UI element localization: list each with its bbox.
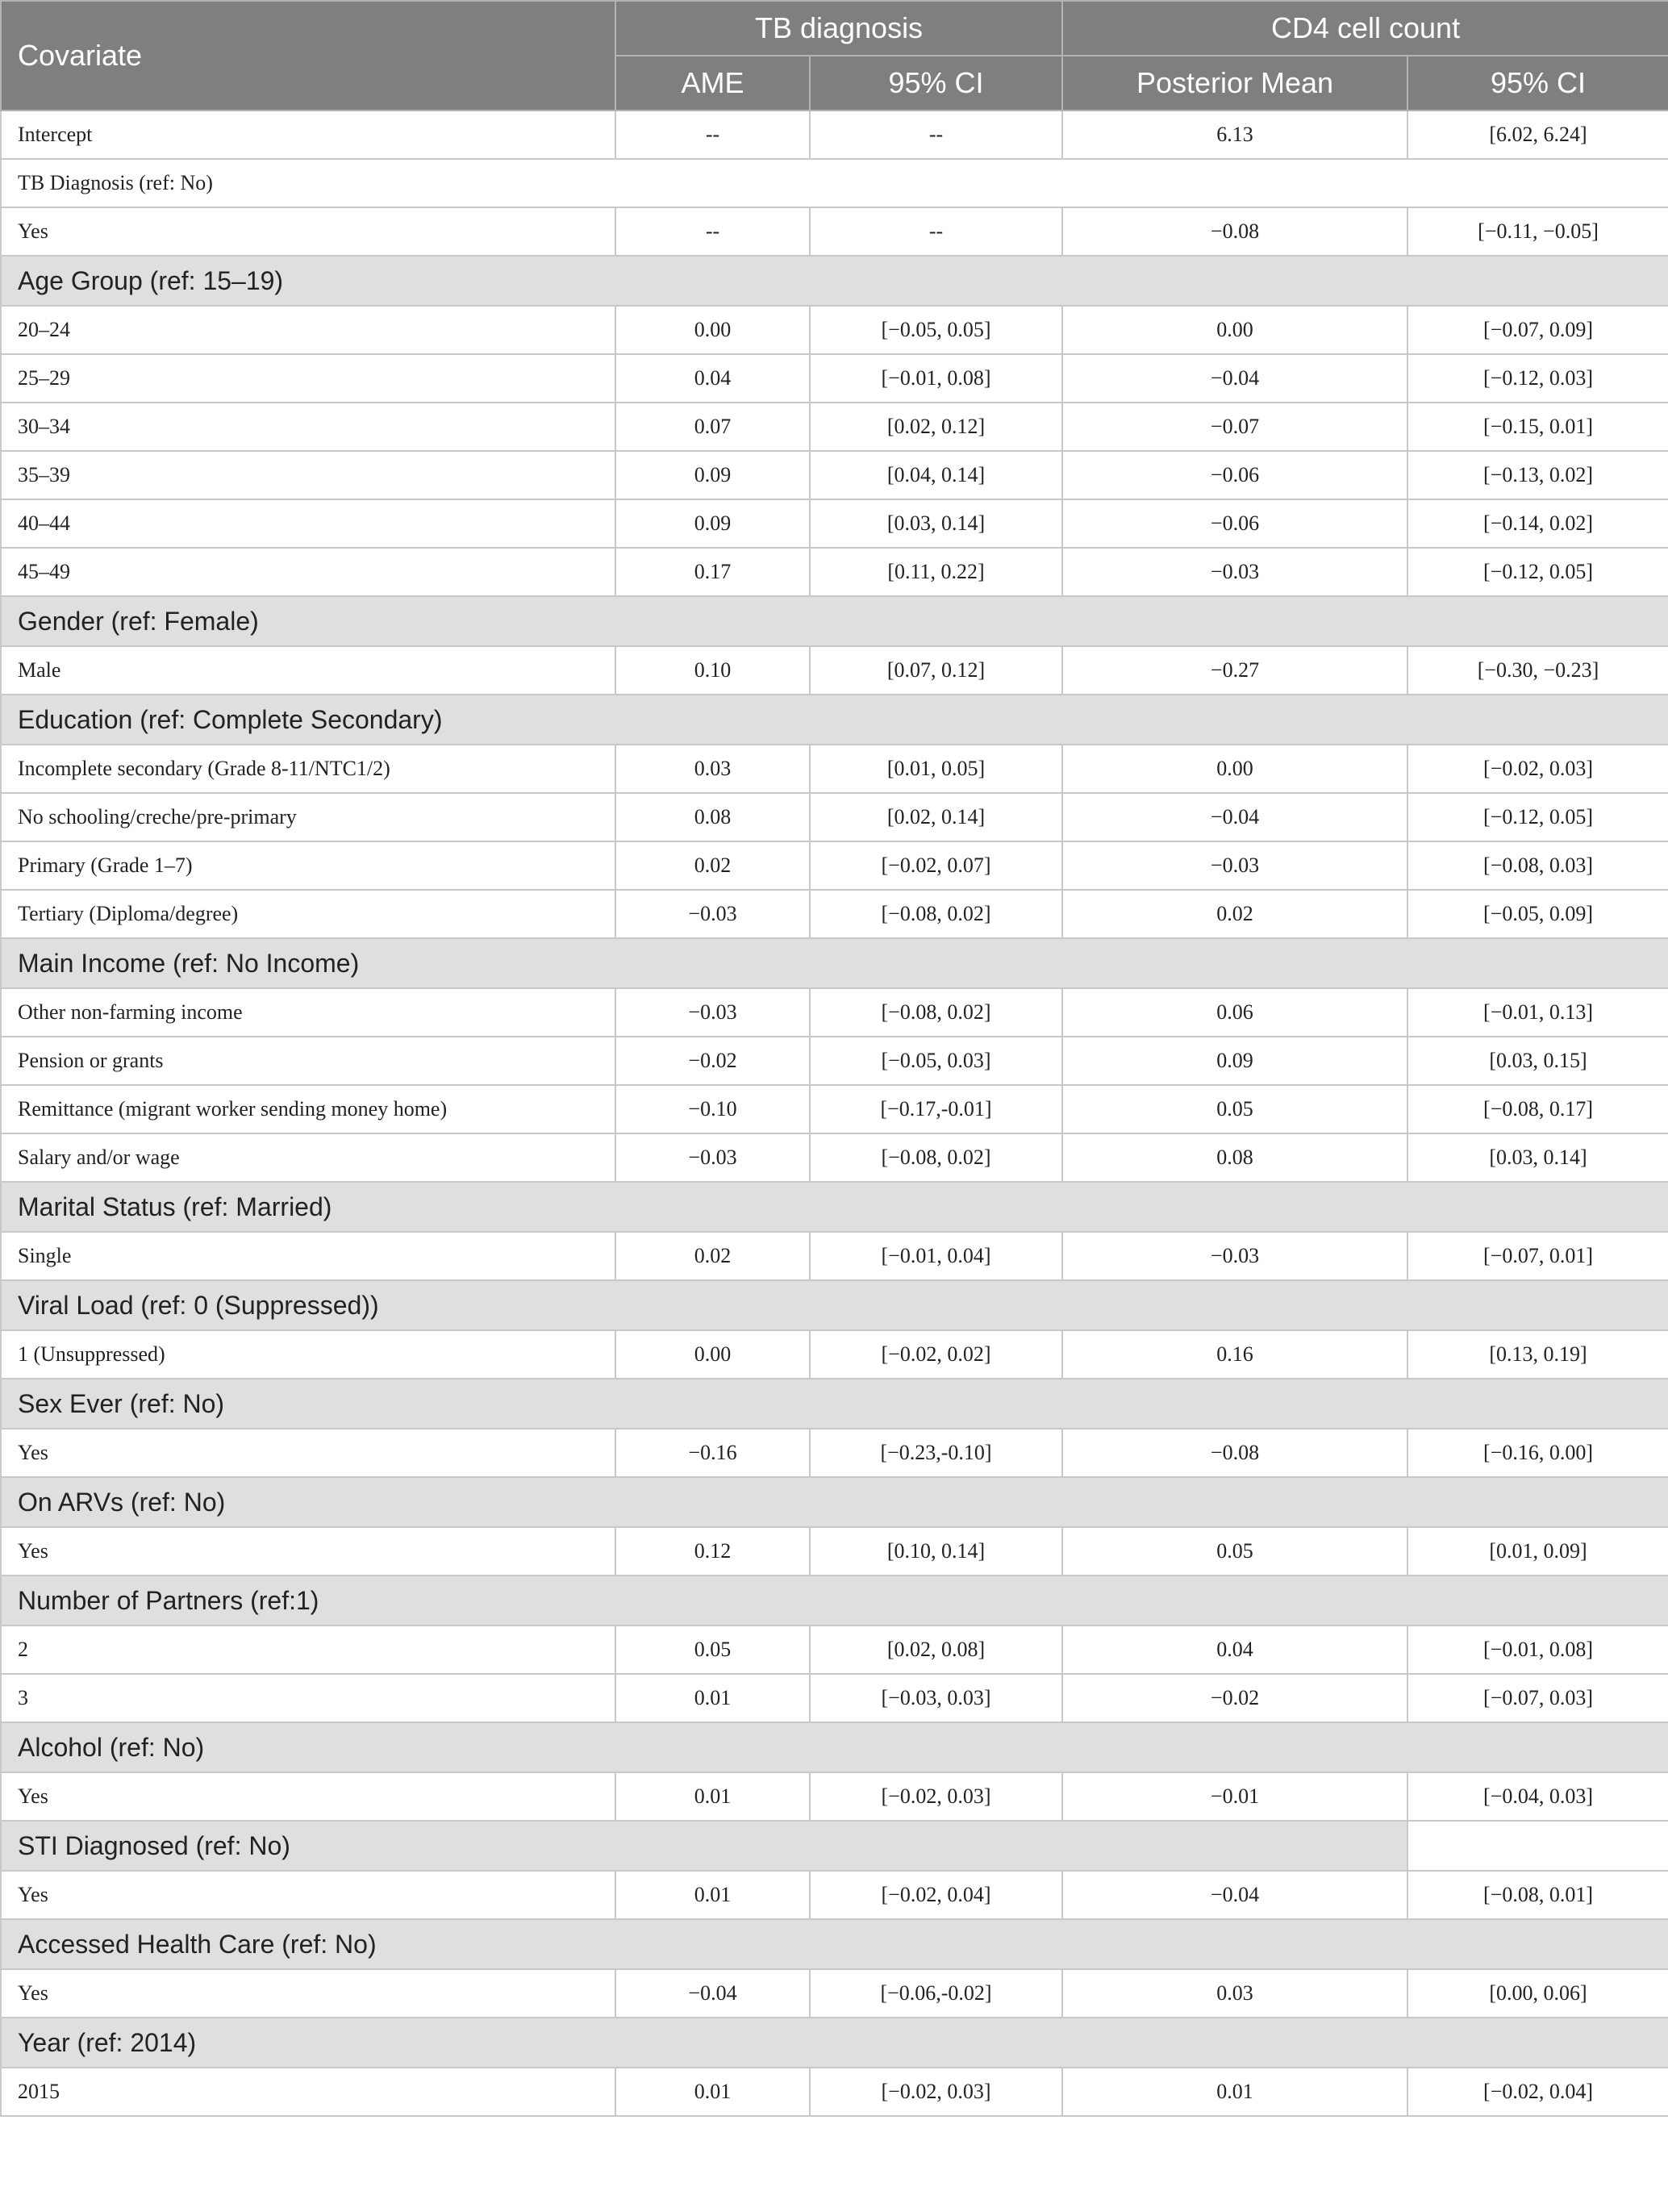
row-label: 3 — [1, 1674, 615, 1722]
ame-cell: 0.01 — [615, 1772, 810, 1821]
ci-cd4-cell: [−0.01, 0.08] — [1407, 1626, 1668, 1674]
posterior-mean-cell: 0.00 — [1062, 745, 1407, 793]
ci-cd4-cell: [−0.08, 0.03] — [1407, 841, 1668, 890]
ame-cell: 0.01 — [615, 2068, 810, 2116]
posterior-mean-cell: 0.03 — [1062, 1969, 1407, 2018]
row-label: Yes — [1, 1772, 615, 1821]
posterior-mean-cell: −0.07 — [1062, 403, 1407, 451]
row-label: Yes — [1, 1871, 615, 1919]
row-label: Yes — [1, 1969, 615, 2018]
ame-cell: 0.09 — [615, 499, 810, 548]
ame-cell: 0.02 — [615, 1232, 810, 1280]
ame-cell: 0.01 — [615, 1674, 810, 1722]
row-label: Yes — [1, 207, 615, 256]
posterior-mean-cell: 0.00 — [1062, 306, 1407, 354]
ci-tb-cell: [−0.08, 0.02] — [810, 988, 1062, 1037]
ci-cd4-cell: [−0.01, 0.13] — [1407, 988, 1668, 1037]
ci-cd4-cell: [−0.07, 0.09] — [1407, 306, 1668, 354]
ci-tb-cell: [−0.02, 0.03] — [810, 1772, 1062, 1821]
ci-cd4-cell: [−0.07, 0.03] — [1407, 1674, 1668, 1722]
section-label: Gender (ref: Female) — [1, 596, 1668, 646]
table-row — [1, 354, 1668, 403]
table-row — [1, 451, 1668, 499]
ci-cd4-cell: [−0.12, 0.05] — [1407, 548, 1668, 596]
ci-cd4-cell: [0.03, 0.14] — [1407, 1133, 1668, 1182]
tb-diagnosis-header: TB diagnosis — [615, 1, 1062, 56]
ci-cd4-cell: [−0.02, 0.03] — [1407, 745, 1668, 793]
ci-cd4-cell: [−0.02, 0.04] — [1407, 2068, 1668, 2116]
ame-cell: 0.05 — [615, 1626, 810, 1674]
row-label: 2015 — [1, 2068, 615, 2116]
row-label: Intercept — [1, 111, 615, 159]
ame-cell: 0.00 — [615, 306, 810, 354]
cd4-count-header: CD4 cell count — [1062, 1, 1668, 56]
row-label: 20–24 — [1, 306, 615, 354]
ci-tb-cell: [−0.23,-0.10] — [810, 1429, 1062, 1477]
table-row — [1, 745, 1668, 793]
ame-cell: 0.08 — [615, 793, 810, 841]
section-row — [1, 1477, 1668, 1527]
posterior-mean-cell: 6.13 — [1062, 111, 1407, 159]
ci-tb-cell: [−0.06,-0.02] — [810, 1969, 1062, 2018]
ci-tb-cell: [0.02, 0.08] — [810, 1626, 1062, 1674]
section-row — [1, 938, 1668, 988]
ame-cell: −0.16 — [615, 1429, 810, 1477]
table-row — [1, 1674, 1668, 1722]
row-label: 1 (Unsuppressed) — [1, 1330, 615, 1379]
section-label: Sex Ever (ref: No) — [1, 1379, 1668, 1429]
posterior-mean-cell: 0.16 — [1062, 1330, 1407, 1379]
row-label: Pension or grants — [1, 1037, 615, 1085]
table-row — [1, 499, 1668, 548]
table-row — [1, 988, 1668, 1037]
section-row — [1, 1722, 1668, 1772]
table-row — [1, 890, 1668, 938]
ci-tb-cell: [−0.08, 0.02] — [810, 1133, 1062, 1182]
posterior-mean-cell: −0.06 — [1062, 451, 1407, 499]
row-label: Male — [1, 646, 615, 695]
ame-cell: −0.04 — [615, 1969, 810, 2018]
table-row — [1, 1527, 1668, 1576]
row-label: Yes — [1, 1527, 615, 1576]
ci-tb-cell: -- — [810, 207, 1062, 256]
blank-cell — [1407, 1821, 1668, 1871]
table-row — [1, 793, 1668, 841]
ame-cell: −0.02 — [615, 1037, 810, 1085]
ci-tb-cell: [0.04, 0.14] — [810, 451, 1062, 499]
section-label: Number of Partners (ref:1) — [1, 1576, 1668, 1626]
section-label: Alcohol (ref: No) — [1, 1722, 1668, 1772]
ci-tb-cell: [0.02, 0.12] — [810, 403, 1062, 451]
table-row — [1, 646, 1668, 695]
section-row — [1, 1576, 1668, 1626]
ci-cd4-cell: [0.13, 0.19] — [1407, 1330, 1668, 1379]
posterior-mean-cell: −0.04 — [1062, 1871, 1407, 1919]
table-row — [1, 1429, 1668, 1477]
ame-cell: 0.12 — [615, 1527, 810, 1576]
ame-cell: 0.17 — [615, 548, 810, 596]
ci-cd4-cell: [−0.07, 0.01] — [1407, 1232, 1668, 1280]
section-label: On ARVs (ref: No) — [1, 1477, 1668, 1527]
table-row — [1, 2068, 1668, 2116]
section-label: Accessed Health Care (ref: No) — [1, 1919, 1668, 1969]
ci-tb-cell: [0.10, 0.14] — [810, 1527, 1062, 1576]
ame-cell: −0.10 — [615, 1085, 810, 1133]
ame-cell: −0.03 — [615, 890, 810, 938]
ci-tb-cell: [−0.02, 0.07] — [810, 841, 1062, 890]
ame-cell: -- — [615, 207, 810, 256]
covariate-header: Covariate — [1, 1, 615, 111]
section-row — [1, 596, 1668, 646]
section-label: Marital Status (ref: Married) — [1, 1182, 1668, 1232]
ci-cd4-cell: [−0.16, 0.00] — [1407, 1429, 1668, 1477]
section-label: Age Group (ref: 15–19) — [1, 256, 1668, 306]
section-label: Viral Load (ref: 0 (Suppressed)) — [1, 1280, 1668, 1330]
ci-tb-cell: [−0.03, 0.03] — [810, 1674, 1062, 1722]
posterior-mean-cell: −0.02 — [1062, 1674, 1407, 1722]
ame-cell: 0.03 — [615, 745, 810, 793]
row-label: Remittance (migrant worker sending money home) — [1, 1085, 615, 1133]
ci-cd4-cell: [−0.08, 0.17] — [1407, 1085, 1668, 1133]
row-label: Primary (Grade 1–7) — [1, 841, 615, 890]
posterior-mean-cell: 0.06 — [1062, 988, 1407, 1037]
row-label: 25–29 — [1, 354, 615, 403]
table-row — [1, 1330, 1668, 1379]
table-row — [1, 1085, 1668, 1133]
ci-cd4-cell: [−0.12, 0.05] — [1407, 793, 1668, 841]
table-row — [1, 111, 1668, 159]
posterior-mean-cell: −0.04 — [1062, 793, 1407, 841]
table-row — [1, 1037, 1668, 1085]
posterior-mean-cell: −0.06 — [1062, 499, 1407, 548]
table-header — [1, 1, 1668, 111]
table-row — [1, 1626, 1668, 1674]
ame-cell: −0.03 — [615, 988, 810, 1037]
table-row — [1, 1133, 1668, 1182]
ci-tb-cell: [0.03, 0.14] — [810, 499, 1062, 548]
posterior-mean-cell: 0.01 — [1062, 2068, 1407, 2116]
section-label: Main Income (ref: No Income) — [1, 938, 1668, 988]
ci-cd4-cell: [−0.15, 0.01] — [1407, 403, 1668, 451]
ci-tb-cell: [−0.05, 0.05] — [810, 306, 1062, 354]
posterior-mean-cell: −0.03 — [1062, 1232, 1407, 1280]
posterior-mean-cell: −0.01 — [1062, 1772, 1407, 1821]
ci-tb-cell: [−0.02, 0.04] — [810, 1871, 1062, 1919]
subheading-row — [1, 159, 1668, 207]
table-row — [1, 1969, 1668, 2018]
section-row — [1, 256, 1668, 306]
section-row — [1, 1379, 1668, 1429]
ci-cd4-cell: [−0.30, −0.23] — [1407, 646, 1668, 695]
row-label: Other non-farming income — [1, 988, 615, 1037]
section-label: Year (ref: 2014) — [1, 2018, 1668, 2068]
ci-tb-cell: [−0.01, 0.04] — [810, 1232, 1062, 1280]
posterior-mean-cell: −0.08 — [1062, 1429, 1407, 1477]
ci-cd4-cell: [−0.08, 0.01] — [1407, 1871, 1668, 1919]
posterior-mean-cell: −0.08 — [1062, 207, 1407, 256]
ame-cell: 0.09 — [615, 451, 810, 499]
ci-cd4-cell: [−0.11, −0.05] — [1407, 207, 1668, 256]
posterior-mean-header: Posterior Mean — [1062, 56, 1407, 111]
section-label: Education (ref: Complete Secondary) — [1, 695, 1668, 745]
row-label: Salary and/or wage — [1, 1133, 615, 1182]
ame-cell: 0.07 — [615, 403, 810, 451]
ame-cell: 0.01 — [615, 1871, 810, 1919]
ci-tb-cell: [0.07, 0.12] — [810, 646, 1062, 695]
ci-cd4-cell: [−0.05, 0.09] — [1407, 890, 1668, 938]
table-row — [1, 548, 1668, 596]
posterior-mean-cell: 0.05 — [1062, 1085, 1407, 1133]
table-row — [1, 1871, 1668, 1919]
ci-tb-cell: [0.01, 0.05] — [810, 745, 1062, 793]
ci-tb-cell: [−0.05, 0.03] — [810, 1037, 1062, 1085]
section-row — [1, 695, 1668, 745]
ci-tb-cell: [0.02, 0.14] — [810, 793, 1062, 841]
posterior-mean-cell: −0.04 — [1062, 354, 1407, 403]
table-row — [1, 841, 1668, 890]
ame-header: AME — [615, 56, 810, 111]
section-row — [1, 1919, 1668, 1969]
section-row — [1, 1182, 1668, 1232]
row-label: 30–34 — [1, 403, 615, 451]
row-label: Single — [1, 1232, 615, 1280]
table-body — [1, 111, 1668, 2116]
table-row — [1, 403, 1668, 451]
ame-cell: 0.04 — [615, 354, 810, 403]
ci-cd4-cell: [0.03, 0.15] — [1407, 1037, 1668, 1085]
ci-tb-cell: [−0.02, 0.02] — [810, 1330, 1062, 1379]
posterior-mean-cell: 0.05 — [1062, 1527, 1407, 1576]
ci-cd4-cell: [−0.13, 0.02] — [1407, 451, 1668, 499]
table-row — [1, 306, 1668, 354]
posterior-mean-cell: −0.03 — [1062, 841, 1407, 890]
ci-cd4-cell: [−0.04, 0.03] — [1407, 1772, 1668, 1821]
ame-cell: 0.10 — [615, 646, 810, 695]
ci-tb-cell: [−0.08, 0.02] — [810, 890, 1062, 938]
ci-cd4-cell: [6.02, 6.24] — [1407, 111, 1668, 159]
ame-cell: 0.00 — [615, 1330, 810, 1379]
header-row-groups — [1, 1, 1668, 56]
table-row — [1, 207, 1668, 256]
ci-cd4-cell: [0.01, 0.09] — [1407, 1527, 1668, 1576]
ame-cell: −0.03 — [615, 1133, 810, 1182]
posterior-mean-cell: 0.04 — [1062, 1626, 1407, 1674]
ci-tb-cell: -- — [810, 111, 1062, 159]
table-row — [1, 1232, 1668, 1280]
ci-cd4-header: 95% CI — [1407, 56, 1668, 111]
posterior-mean-cell: 0.08 — [1062, 1133, 1407, 1182]
ci-tb-cell: [0.11, 0.22] — [810, 548, 1062, 596]
row-label: Incomplete secondary (Grade 8-11/NTC1/2) — [1, 745, 615, 793]
ame-cell: 0.02 — [615, 841, 810, 890]
row-label: 45–49 — [1, 548, 615, 596]
posterior-mean-cell: 0.02 — [1062, 890, 1407, 938]
posterior-mean-cell: 0.09 — [1062, 1037, 1407, 1085]
section-row — [1, 2018, 1668, 2068]
ci-tb-cell: [−0.02, 0.03] — [810, 2068, 1062, 2116]
row-label: Tertiary (Diploma/degree) — [1, 890, 615, 938]
section-label: STI Diagnosed (ref: No) — [1, 1821, 1407, 1871]
row-label: 2 — [1, 1626, 615, 1674]
posterior-mean-cell: −0.27 — [1062, 646, 1407, 695]
ci-cd4-cell: [0.00, 0.06] — [1407, 1969, 1668, 2018]
row-label: Yes — [1, 1429, 615, 1477]
ci-tb-header: 95% CI — [810, 56, 1062, 111]
row-label: TB Diagnosis (ref: No) — [1, 159, 1668, 207]
section-row — [1, 1280, 1668, 1330]
row-label: No schooling/creche/pre-primary — [1, 793, 615, 841]
table-row — [1, 1772, 1668, 1821]
posterior-mean-cell: −0.03 — [1062, 548, 1407, 596]
ci-cd4-cell: [−0.12, 0.03] — [1407, 354, 1668, 403]
ci-tb-cell: [−0.17,-0.01] — [810, 1085, 1062, 1133]
ci-tb-cell: [−0.01, 0.08] — [810, 354, 1062, 403]
ci-cd4-cell: [−0.14, 0.02] — [1407, 499, 1668, 548]
row-label: 35–39 — [1, 451, 615, 499]
section-row — [1, 1821, 1668, 1871]
ame-cell: -- — [615, 111, 810, 159]
row-label: 40–44 — [1, 499, 615, 548]
